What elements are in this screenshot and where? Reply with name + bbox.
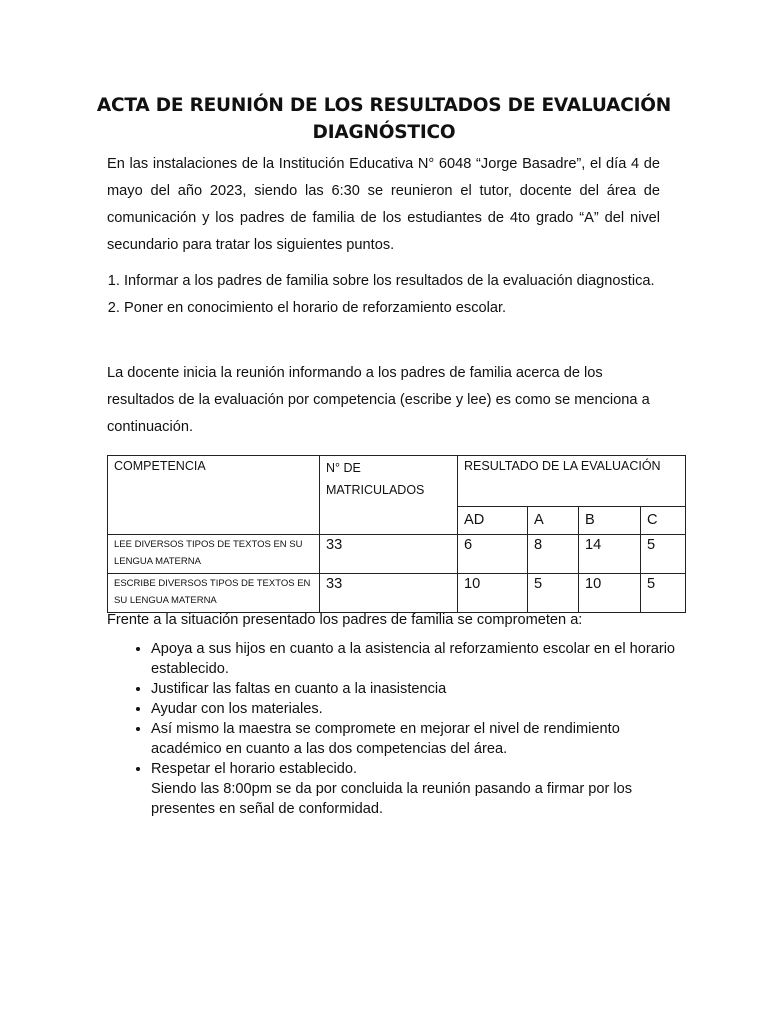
table-row	[108, 535, 686, 574]
title-line-2: DIAGNÓSTICO	[312, 122, 456, 143]
header-level-a: A	[528, 507, 579, 535]
row-competencia: ESCRIBE DIVERSOS TIPOS DE TEXTOS EN SU LENGUA MATERNA	[108, 574, 320, 613]
commitment-item	[151, 759, 682, 819]
commitments-list	[129, 639, 682, 819]
intro-paragraph: En las instalaciones de la Institución Educativa N° 6048 “Jorge Basadre”, el día 4 de mayo del año 2023, siendo las 6:30 se reunieron el tutor, docente del área de comunicación y los padres de familia de los estudiantes de 4to grado “A” del nivel secundario para tratar los siguientes puntos.	[107, 156, 660, 253]
agenda-item: 1. Informar a los padres de familia sobre los resultados de la evaluación diagnostica.	[124, 268, 678, 295]
commitment-text: Respetar el horario establecido.	[151, 761, 358, 777]
row-matriculados: 33	[320, 574, 458, 613]
commitment-item: • Justificar las faltas en cuanto a la inasistencia	[151, 679, 682, 699]
row-ad: 10	[458, 574, 528, 613]
header-level-b: B	[579, 507, 641, 535]
row-ad: 6	[458, 535, 528, 574]
header-resultado: RESULTADO DE LA EVALUACIÓN	[458, 456, 686, 507]
row-a: 8	[528, 535, 579, 574]
header-level-c: C	[641, 507, 686, 535]
row-matriculados: 33	[320, 535, 458, 574]
row-b: 10	[579, 574, 641, 613]
row-c: 5	[641, 535, 686, 574]
header-level-ad: AD	[458, 507, 528, 535]
commitment-item: • Así mismo la maestra se compromete en mejorar el nivel de rendimiento académico en cuanto a las dos competencias del área.	[151, 719, 682, 759]
document-title	[0, 92, 768, 146]
agenda-list	[106, 268, 678, 322]
commitment-item: • Apoya a sus hijos en cuanto a la asistencia al reforzamiento escolar en el horario establecido.	[151, 639, 682, 679]
row-a: 5	[528, 574, 579, 613]
commitment-item: • Ayudar con los materiales.	[151, 699, 682, 719]
results-table	[107, 455, 686, 613]
results-paragraph: La docente inicia la reunión informando a los padres de familia acerca de los resultados de la evaluación por competencia (escribe y lee) es como se menciona a continuación.	[107, 365, 650, 435]
title-line-1: ACTA DE REUNIÓN DE LOS RESULTADOS DE EVALUACIÓN	[96, 95, 672, 116]
closing-statement: Siendo las 8:00pm se da por concluida la reunión pasando a firmar por los presentes en señal de conformidad.	[151, 781, 633, 817]
row-competencia: LEE DIVERSOS TIPOS DE TEXTOS EN SU LENGUA MATERNA	[108, 535, 320, 574]
row-b: 14	[579, 535, 641, 574]
table-row	[108, 574, 686, 613]
commitment-intro: Frente a la situación presentado los padres de familia se comprometen a:	[107, 612, 583, 628]
header-competencia: COMPETENCIA	[108, 456, 320, 535]
table-header-row	[108, 456, 686, 507]
row-c: 5	[641, 574, 686, 613]
header-matriculados: N° DE MATRICULADOS	[320, 456, 458, 535]
agenda-item: 2. Poner en conocimiento el horario de reforzamiento escolar.	[124, 295, 678, 322]
